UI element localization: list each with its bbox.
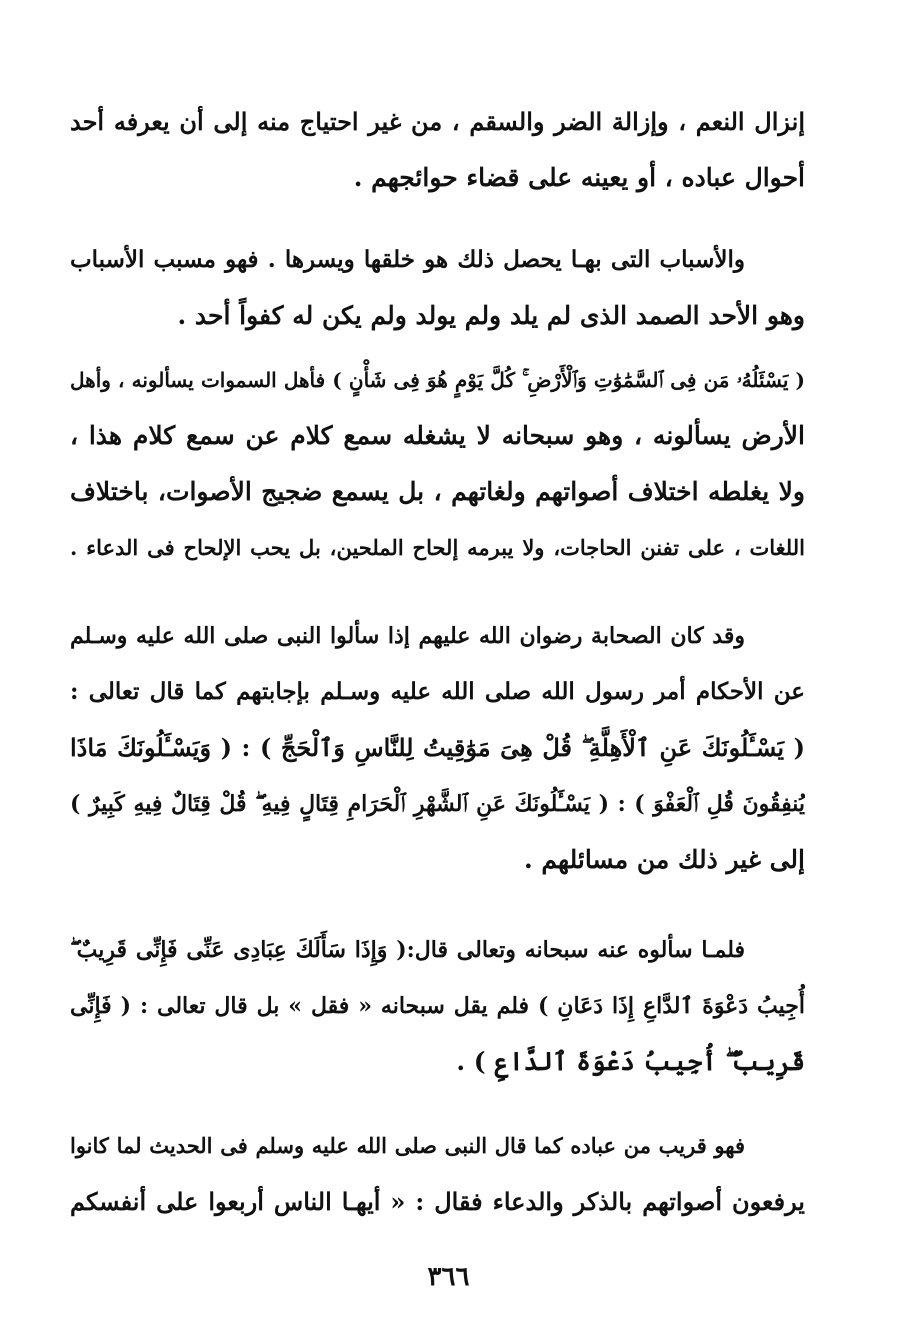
paragraph-1 bbox=[70, 94, 805, 206]
quran-verse-line: ( يَسْئَلُهُۥ مَن فِى ٱلسَّمَٰوَٰتِ وَٱلْأَرْضِ ۚ كُلَّ يَوْمٍ هُوَ فِى شَأْنٍ ) فأهل السموات يسألونه ، وأهل bbox=[70, 368, 805, 392]
paragraph-6 bbox=[70, 1118, 805, 1230]
paragraph-2 bbox=[70, 232, 805, 344]
text-line: عن الأحكام أمر رسول الله صلى الله عليه وسـلم بإجابتهم كما قال تعالى : bbox=[70, 678, 805, 705]
text-line: فهو قريب من عباده كما قال النبى صلى الله عليه وسلم فى الحديث لما كانوا bbox=[70, 1133, 745, 1158]
text-line: أحوال عباده ، أو يعينه على قضاء حوائجهم . bbox=[353, 163, 805, 192]
quran-verse-line: ( يَسْـَٔلُونَكَ عَنِ ٱلْأَهِلَّةِ ۖ قُلْ هِىَ مَوَٰقِيتُ لِلنَّاسِ وَٱلْحَجِّ ) : ( وَيَسْـَٔلُونَكَ مَاذَا bbox=[70, 733, 805, 762]
quran-verse-line: فلمـا سألوه عنه سبحانه وتعالى قال:( وَإِذَا سَأَلَكَ عِبَادِى عَنِّى فَإِنِّى قَرِيبٌ ۖ bbox=[70, 937, 745, 963]
quran-verse-line: أُجِيبُ دَعْوَةَ ٱلدَّاعِ إِذَا دَعَانِ ) فلم يقل سبحانه « فقل » بل قال تعالى : ( فَإِنِّى bbox=[70, 993, 805, 1019]
text-line: اللغات ، على تفنن الحاجات، ولا يبرمه إلحاح الملحين، بل يحب الإلحاح فى الدعاء . bbox=[70, 535, 805, 560]
text-line: ولا يغلطه اختلاف أصواتهم ولغاتهم ، بل يسمع ضجيج الأصوات، باختلاف bbox=[70, 477, 805, 506]
quran-verse-line: يُنفِقُونَ قُلِ ٱلْعَفْوَ ) : ( يَسْـَٔلُونَكَ عَنِ ٱلشَّهْرِ ٱلْحَرَامِ قِتَالٍ فِيهِ ۖ قُلْ قِتَالٌ فِيهِ كَبِيرٌ ) bbox=[70, 791, 805, 817]
paragraph-5 bbox=[70, 922, 805, 1090]
text-line: والأسباب التى بهـا يحصل ذلك هو خلقها ويسرها . فهو مسبب الأسباب bbox=[70, 246, 745, 273]
paragraph-3 bbox=[70, 352, 805, 576]
text-line: إلى غير ذلك من مسائلهم . bbox=[524, 845, 805, 874]
text-line: وهو الأحد الصمد الذى لم يلد ولم يولد ولم يكن له كفواً أحد . bbox=[177, 301, 805, 330]
text-line: وقد كان الصحابة رضوان الله عليهم إذا سألوا النبى صلى الله عليه وسـلم bbox=[70, 623, 745, 649]
text-line: الأرض يسألونه ، وهو سبحانه لا يشغله سمع كلام عن سمع كلام هذا ، bbox=[70, 421, 805, 450]
paragraph-4 bbox=[70, 608, 805, 888]
page-number: ٣٦٦ bbox=[427, 1262, 470, 1292]
text-line: يرفعون أصواتهم بالذكر والدعاء فقال : « أيهـا الناس أربعوا على أنفسكم bbox=[70, 1187, 805, 1216]
text-line: إنزال النعم ، وإزالة الضر والسقم ، من غير احتياج منه إلى أن يعرفه أحد bbox=[70, 107, 805, 136]
quran-verse-line: قَرِيبٌ ۖ أُجِيبُ دَعْوَةَ ٱلدَّاعِ ) . bbox=[456, 1047, 805, 1076]
